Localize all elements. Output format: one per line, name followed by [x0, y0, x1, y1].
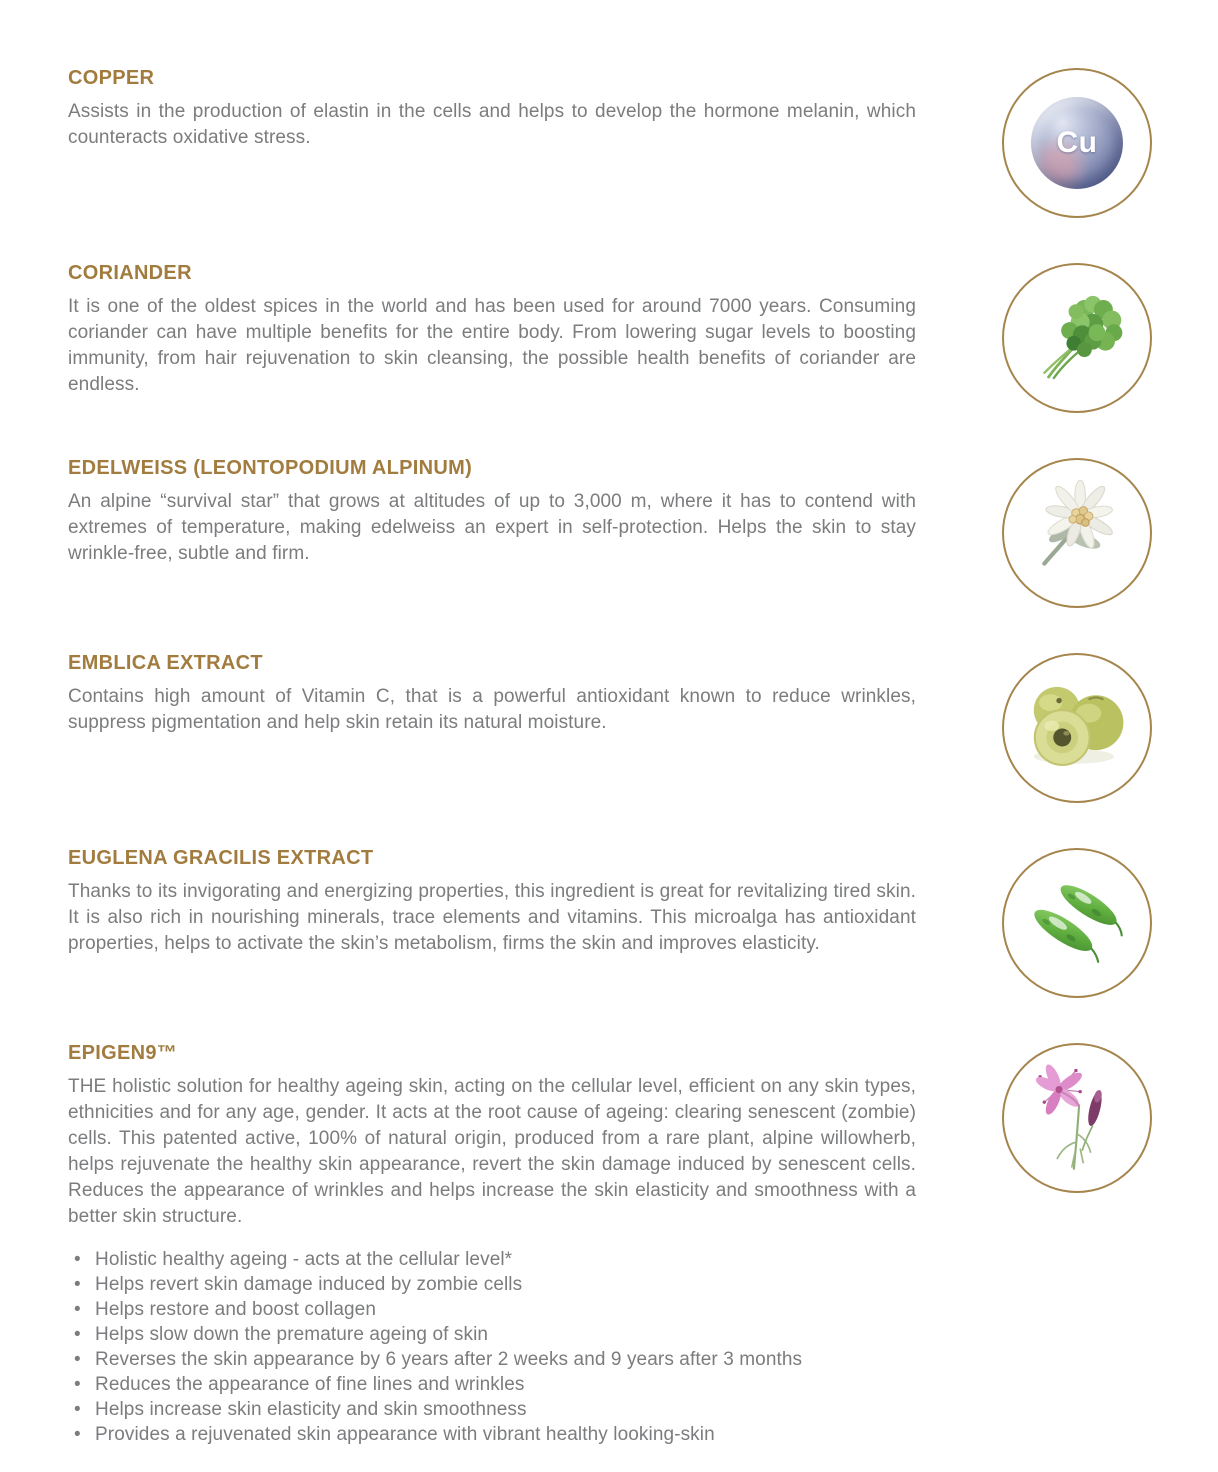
- benefit-item: • Holistic healthy ageing - acts at the cellular level*: [68, 1247, 916, 1272]
- benefit-item: • Helps increase skin elasticity and skin smoothness: [68, 1397, 916, 1422]
- coriander-leaves-icon: [1019, 280, 1135, 396]
- copper-heading: COPPER: [68, 67, 155, 89]
- emblica-text-block: [68, 651, 916, 736]
- edelweiss-image-column: [1002, 456, 1155, 608]
- section-euglena: [68, 846, 1155, 998]
- coriander-text-block: [68, 261, 916, 398]
- edelweiss-text-block: [68, 456, 916, 567]
- euglena-body: Thanks to its invigorating and energizing properties, this ingredient is great for revitalizing tired skin. It is also rich in nourishing minerals, trace elements and vitamins. This microalga has antioxidant properties, helps to activate the skin’s metabolism, firms the skin and improves elasticity.: [68, 881, 916, 954]
- emblica-image-circle: [1002, 653, 1152, 803]
- edelweiss-flower-icon: [1019, 475, 1135, 591]
- coriander-heading: CORIANDER: [68, 262, 192, 284]
- copper-body: Assists in the production of elastin in the cells and helps to develop the hormone melanin, which counteracts oxidative stress.: [68, 101, 916, 148]
- section-edelweiss: [68, 456, 1155, 608]
- benefit-item: • Helps restore and boost collagen: [68, 1297, 916, 1322]
- emblica-fruits-icon: [1019, 670, 1135, 786]
- epigen9-body: THE holistic solution for healthy ageing skin, acting on the cellular level, efficient on any skin types, ethnicities and for any age, gender. It acts at the root cause of ageing: clearing senescent (zombie) cells. This patented active, 100% of natural origin, produced from a rare plant, alpine willowherb, helps rejuvenate the healthy skin appearance, revert the skin damage induced by senescent cells. Reduces the appearance of wrinkles and helps increase the skin elasticity and smoothness with a better skin structure.: [68, 1076, 916, 1227]
- section-epigen9: [68, 1041, 1155, 1447]
- benefit-item: • Helps slow down the premature ageing of skin: [68, 1322, 916, 1347]
- section-emblica: [68, 651, 1155, 803]
- benefit-item: • Helps revert skin damage induced by zombie cells: [68, 1272, 916, 1297]
- euglena-image-circle: [1002, 848, 1152, 998]
- copper-image-circle: [1002, 68, 1152, 218]
- edelweiss-heading: EDELWEISS (LEONTOPODIUM ALPINUM): [68, 457, 473, 479]
- willowherb-flower-icon: [1019, 1060, 1135, 1176]
- emblica-image-column: [1002, 651, 1155, 803]
- epigen9-image-column: [1002, 1041, 1155, 1193]
- euglena-text-block: [68, 846, 916, 957]
- benefit-item: • Provides a rejuvenated skin appearance with vibrant healthy looking-skin: [68, 1422, 916, 1447]
- coriander-image-circle: [1002, 263, 1152, 413]
- edelweiss-image-circle: [1002, 458, 1152, 608]
- emblica-body: Contains high amount of Vitamin C, that is a powerful antioxidant known to reduce wrinkles, suppress pigmentation and help skin retain its natural moisture.: [68, 686, 916, 733]
- coriander-image-column: [1002, 261, 1155, 413]
- coriander-body: It is one of the oldest spices in the world and has been used for around 7000 years. Consuming coriander can have multiple benefits for the entire body. From lowering sugar levels to boosting immunity, from hair rejuvenation to skin cleansing, the possible health benefits of coriander are endless.: [68, 296, 916, 395]
- euglena-image-column: [1002, 846, 1155, 998]
- copper-symbol-label: Cu: [1056, 126, 1098, 159]
- epigen9-image-circle: [1002, 1043, 1152, 1193]
- benefit-item: • Reduces the appearance of fine lines and wrinkles: [68, 1372, 916, 1397]
- edelweiss-body: An alpine “survival star” that grows at altitudes of up to 3,000 m, where it has to contend with extremes of temperature, making edelweiss an expert in self-protection. Helps the skin to stay wrinkle-free, subtle and firm.: [68, 491, 916, 564]
- euglena-microalga-icon: [1019, 865, 1135, 981]
- epigen9-benefit-list: [68, 1247, 916, 1447]
- epigen9-text-block: [68, 1041, 916, 1447]
- copper-image-column: [1002, 66, 1155, 218]
- euglena-heading: EUGLENA GRACILIS EXTRACT: [68, 847, 374, 869]
- section-copper: [68, 66, 1155, 218]
- copper-text-block: [68, 66, 916, 151]
- emblica-heading: EMBLICA EXTRACT: [68, 652, 263, 674]
- epigen9-heading: EPIGEN9™: [68, 1042, 178, 1064]
- benefit-item: • Reverses the skin appearance by 6 years after 2 weeks and 9 years after 3 months: [68, 1347, 916, 1372]
- copper-sphere-icon: [1031, 97, 1123, 189]
- section-coriander: [68, 261, 1155, 413]
